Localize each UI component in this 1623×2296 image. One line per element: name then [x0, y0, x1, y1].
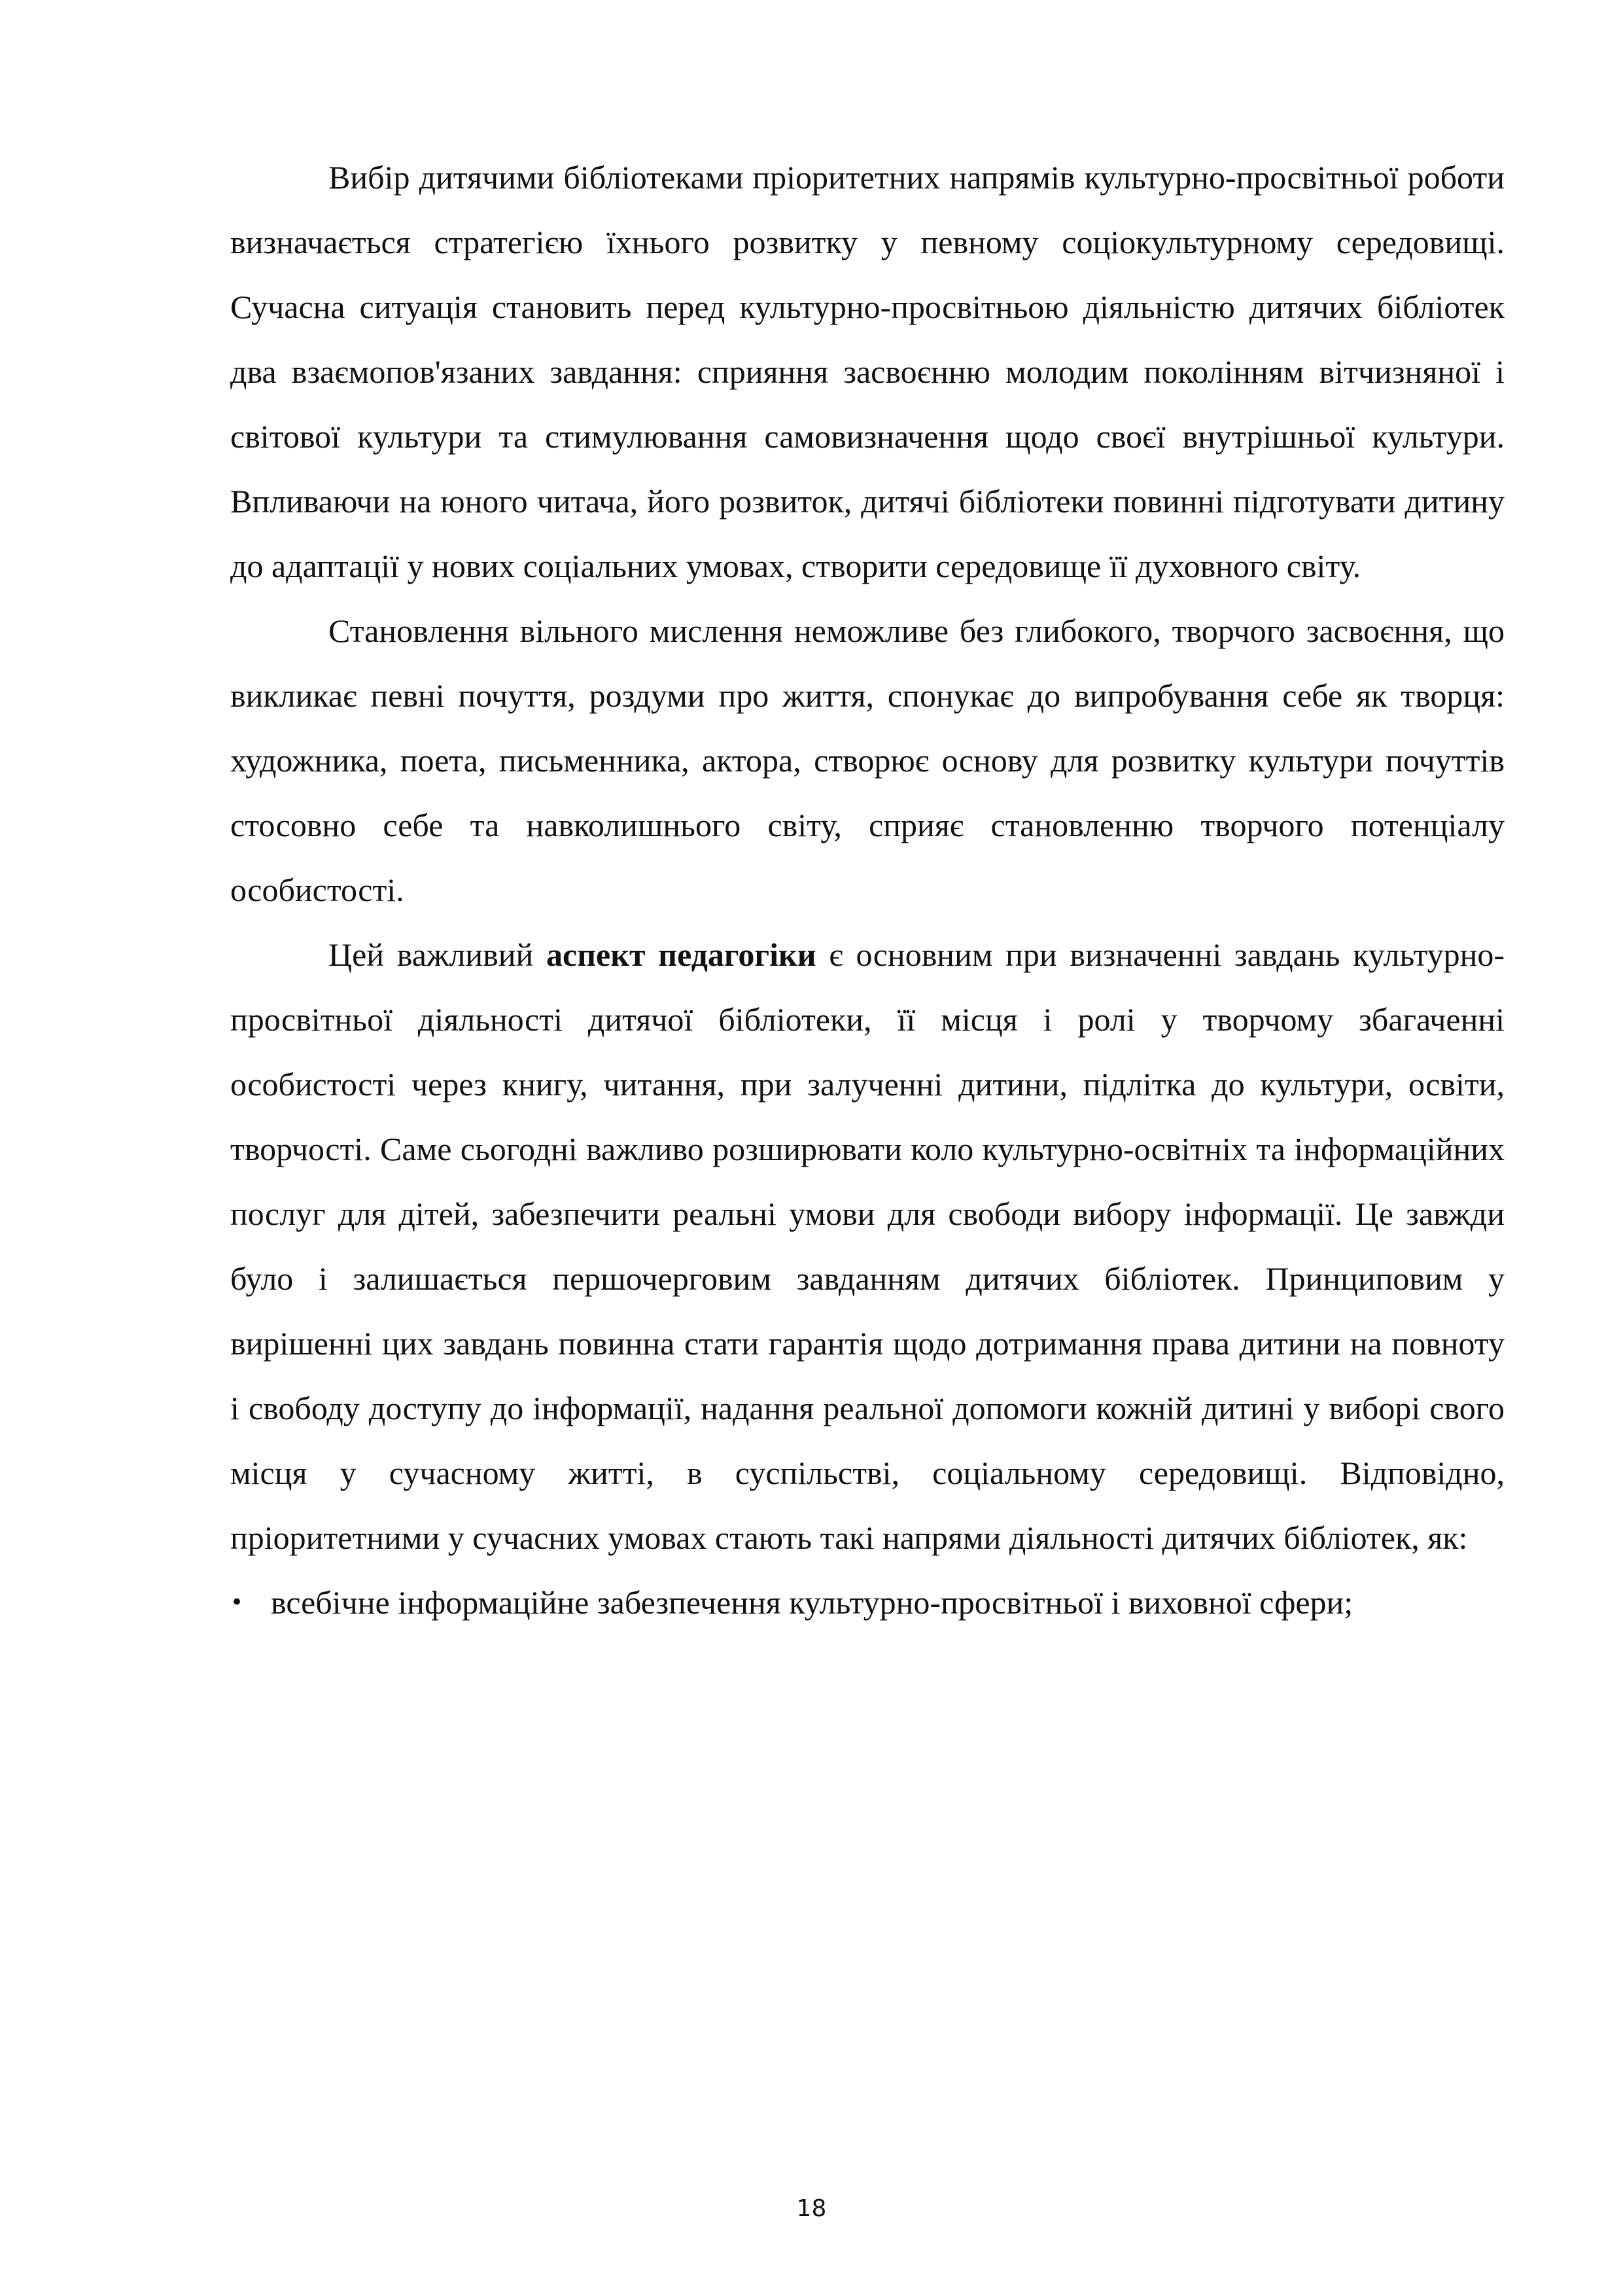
- paragraph-3: [230, 923, 1505, 1570]
- bold-term: аспект педагогіки: [546, 936, 816, 973]
- paragraph-2: Становлення вільного мислення неможливе без глибокого, творчого засвоєння, що викликає певні почуття, роздуми про життя, спонукає до випробування себе як творця: художника, поета, письменника, актора, створює основу для розвитку культури почуттів стосовно себе та навколишнього світу, сприяє становленню творчого потенціалу особистості.: [230, 612, 1505, 908]
- body-text: [230, 145, 1505, 1635]
- page-number: 18: [796, 2195, 827, 2222]
- bullet-list: [230, 1570, 1505, 1635]
- list-item: [230, 1570, 1505, 1635]
- list-item-text: всебічне інформаційне забезпечення культурно-просвітньої і виховної сфери;: [271, 1584, 1353, 1621]
- bullet-icon: •: [230, 1589, 244, 1616]
- paragraph-3-body: є основним при визначенні завдань культурно-просвітньої діяльності дитячої бібліотеки, її місця і ролі у творчому збагаченні особистості через книгу, читання, при залученні дитини, підлітка до культури, освіти, творчості. Саме сьогодні важливо розширювати коло культурно-освітніх та інформаційних послуг для дітей, забезпечити реальні умови для свободи вибору інформації. Це завжди було і залишається першочерговим завданням дитячих бібліотек. Принциповим у вирішенні цих завдань повинна стати гарантія щодо дотримання права дитини на повноту і свободу доступу до інформації, надання реальної допомоги кожній дитині у виборі свого місця у сучасному житті, в суспільстві, соціальному середовищі. Відповідно, пріоритетними у сучасних умовах стають такі напрями діяльності дитячих бібліотек, як:: [230, 936, 1505, 1556]
- paragraph-1: Вибір дитячими бібліотеками пріоритетних напрямів культурно-просвітньої роботи визначається стратегією їхнього розвитку у певному соціокультурному середовищі. Сучасна ситуація становить перед культурно-просвітньою діяльністю дитячих бібліотек два взаємопов'язаних завдання: сприяння засвоєнню молодим поколінням вітчизняної і світової культури та стимулювання самовизначення щодо своєї внутрішньої культури. Впливаючи на юного читача, його розвиток, дитячі бібліотеки повинні підготувати дитину до адаптації у нових соціальних умовах, створити середовище її духовного світу.: [230, 159, 1505, 584]
- paragraph-3-lead: Цей важливий: [328, 936, 547, 973]
